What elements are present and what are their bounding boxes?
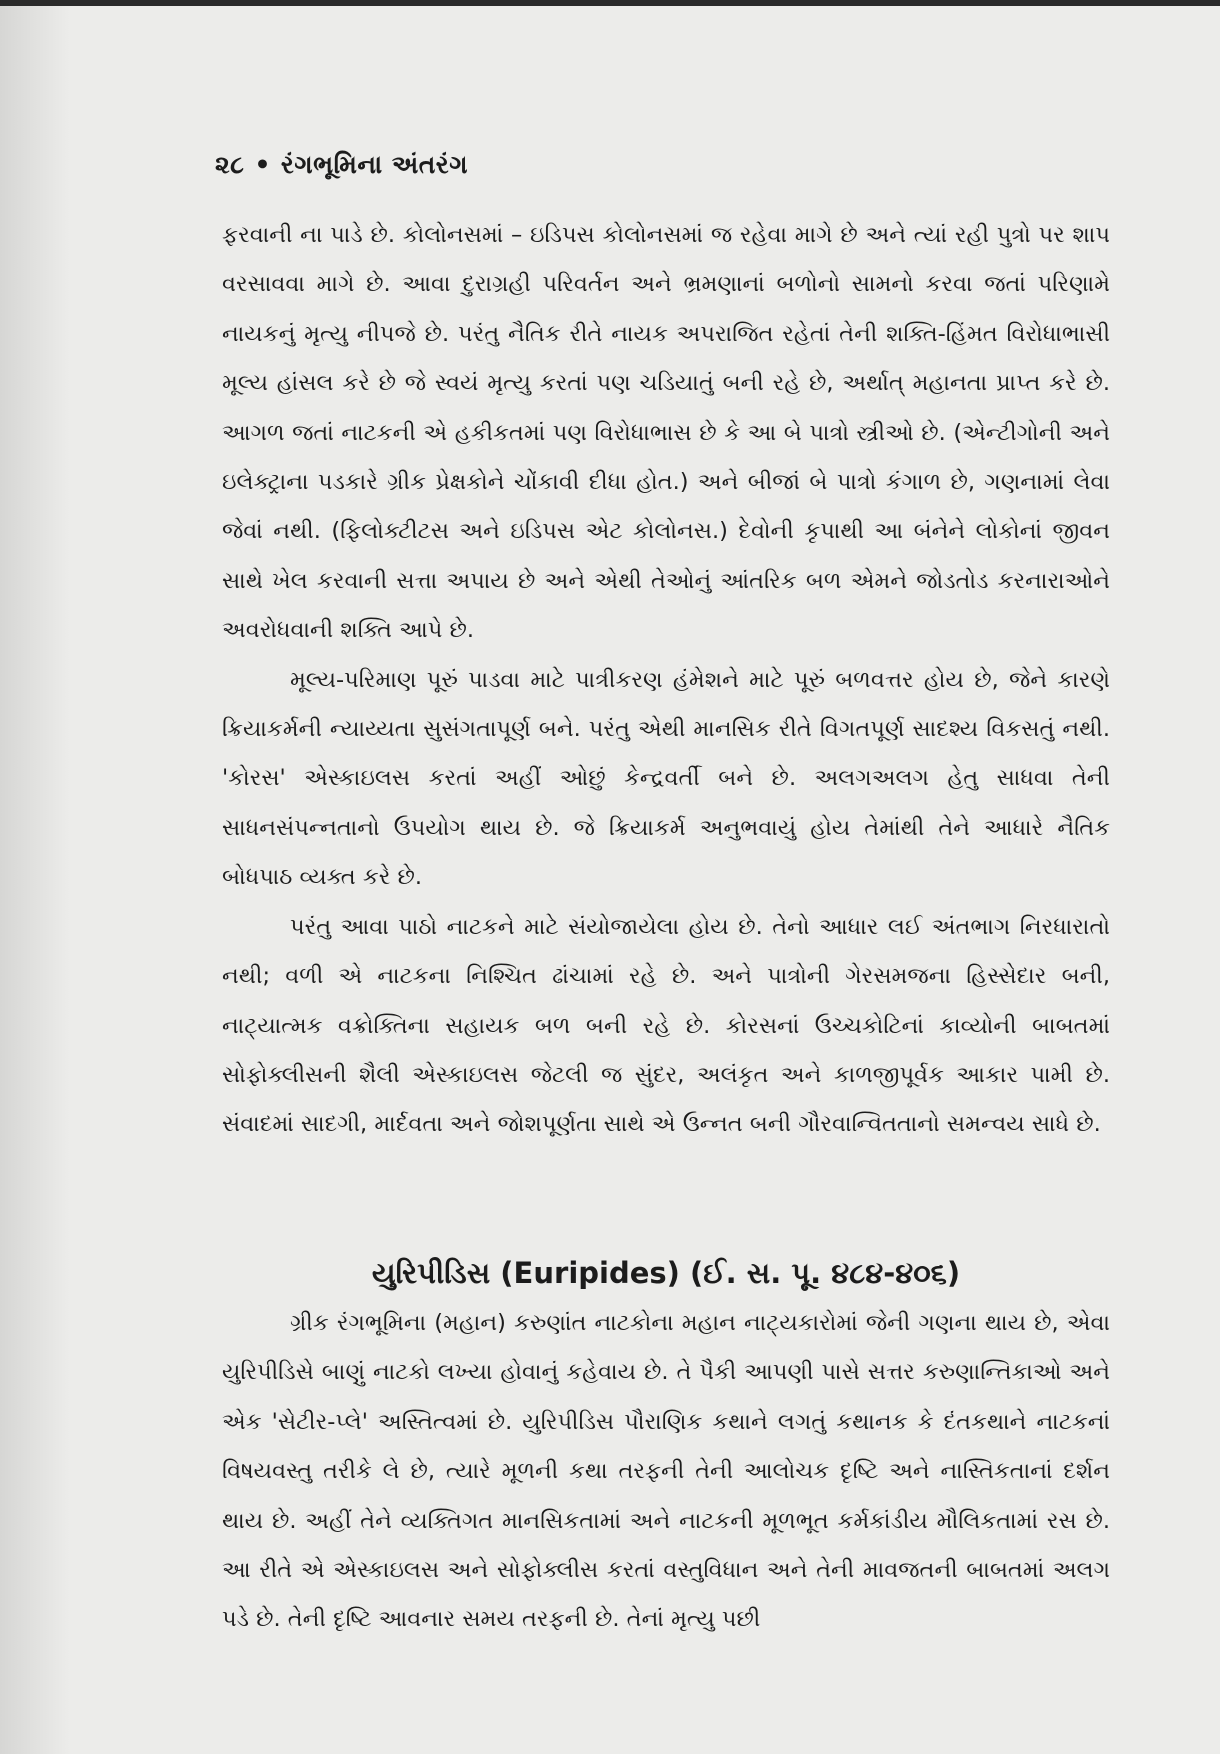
paragraph-1: ફરવાની ના પાડે છે. કોલોનસમાં – ઇડિપસ કોલોનસમાં જ રહેવા માગે છે અને ત્યાં રહી પુત્રો પર શાપ વરસાવવા માગે છે. આવા દુરાગ્રહી પરિવર્તન અને ભ્રમણાનાં બળોનો સામનો કરવા જતાં પરિણામે નાયકનું મૃત્યુ નીપજે છે. પરંતુ નૈતિક રીતે નાયક અપરાજિત રહેતાં તેની શક્તિ-હિંમત વિરોધાભાસી મૂલ્ય હાંસલ કરે છે જે સ્વયં મૃત્યુ કરતાં પણ ચડિયાતું બની રહે છે, અર્થાત્ મહાનતા પ્રાપ્ત કરે છે. આગળ જતાં નાટકની એ હકીકતમાં પણ વિરોધાભાસ છે કે આ બે પાત્રો સ્ત્રીઓ છે. (એન્ટીગોની અને ઇલેક્ટ્રાના પડકારે ગ્રીક પ્રેક્ષકોને ચોંકાવી દીધા હોત.) અને બીજાં બે પાત્રો કંગાળ છે, ગણનામાં લેવા જેવાં નથી. (ફિલોક્ટીટસ અને ઇડિપસ એટ કોલોનસ.) દેવોની કૃપાથી આ બંનેને લોકોનાં જીવન સાથે ખેલ કરવાની સત્તા અપાય છે અને એથી તેઓનું આંતરિક બળ એમને જોડતોડ કરનારાઓને અવરોધવાની શક્તિ આપે છે. [222,222,1110,644]
section-paragraph-1: ગ્રીક રંગભૂમિના (મહાન) કરુણાંત નાટકોના મહાન નાટ્યકારોમાં જેની ગણના થાય છે, એવા યુરિપીડિસે બાણું નાટકો લખ્યા હોવાનું કહેવાય છે. તે પૈકી આપણી પાસે સત્તર કરુણાન્તિકાઓ અને એક 'સેટીર-પ્લે' અસ્તિત્વમાં છે. યુરિપીડિસ પૌરાણિક કથાને લગતું કથાનક કે દંતકથાને નાટકનાં વિષયવસ્તુ તરીકે લે છે, ત્યારે મૂળની કથા તરફની તેની આલોચક દૃષ્ટિ અને નાસ્તિકતાનાં દર્શન થાય છે. અહીં તેને વ્યક્તિગત માનસિકતામાં અને નાટકની મૂળભૂત કર્મકાંડીય મૌલિકતામાં રસ છે. આ રીતે એ એસ્કાઇલસ અને સોફોક્લીસ કરતાં વસ્તુવિધાન અને તેની માવજતની બાબતમાં અલગ પડે છે. તેની દૃષ્ટિ આવનાર સમય તરફની છે. તેનાં મૃત્યુ પછી [222,1310,1110,1633]
page-number: ૨૮ [215,150,245,179]
page-binding-shadow [0,0,70,1754]
section-text [222,1299,1110,1645]
paragraph-2: મૂલ્ય-પરિમાણ પૂરું પાડવા માટે પાત્રીકરણ હંમેશને માટે પૂરું બળવત્તર હોય છે, જેને કારણે ક્રિયાકર્મની ન્યાય્યતા સુસંગતાપૂર્ણ બને. પરંતુ એથી માનસિક રીતે વિગતપૂર્ણ સાદશ્ય વિકસતું નથી. 'કોરસ' એસ્કાઇલસ કરતાં અહીં ઓછું કેન્દ્રવર્તી બને છે. અલગઅલગ હેતુ સાધવા તેની સાધનસંપન્નતાનો ઉપયોગ થાય છે. જે ક્રિયાકર્મ અનુભવાયું હોય તેમાંથી તેને આધારે નૈતિક બોધપાઠ વ્યક્ત કરે છે. [222,666,1110,891]
section-heading: યુરિપીડિસ (Euripides) (ઈ. સ. પૂ. ૪૮૪-૪૦૬) [371,1256,961,1290]
header-bullet: • [254,150,271,179]
main-text [222,211,1110,1150]
running-header [215,150,468,180]
book-title: રંગભૂમિના અંતરંગ [280,150,468,179]
paragraph-3: પરંતુ આવા પાઠો નાટકને માટે સંયોજાયેલા હોય છે. તેનો આધાર લઈ અંતભાગ નિરધારાતો નથી; વળી એ નાટકના નિશ્ચિત ઢાંચામાં રહે છે. અને પાત્રોની ગેરસમજના હિસ્સેદાર બની, નાટ્યાત્મક વક્રોક્તિના સહાયક બળ બની રહે છે. કોરસનાં ઉચ્ચકોટિનાં કાવ્યોની બાબતમાં સોફોક્લીસની શૈલી એસ્કાઇલસ જેટલી જ સુંદર, અલંકૃત અને કાળજીપૂર્વક આકાર પામી છે. સંવાદમાં સાદગી, માર્દવતા અને જોશપૂર્ણતા સાથે એ ઉન્નત બની ગૌરવાન્વિતતાનો સમન્વય સાધે છે. [222,913,1110,1138]
page-top-edge [0,0,1220,6]
